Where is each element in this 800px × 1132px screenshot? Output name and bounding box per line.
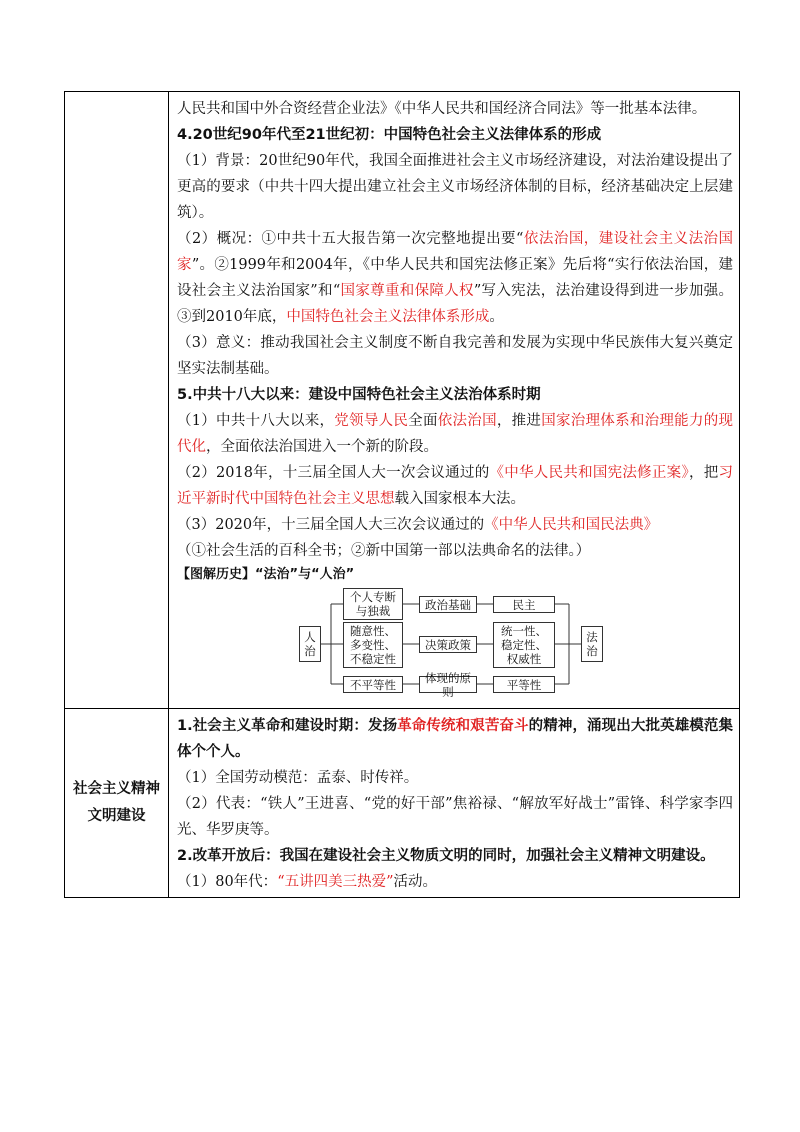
paragraph: （①社会生活的百科全书；②新中国第一部以法典命名的法律。） <box>177 543 591 559</box>
highlight: 革命传统和艰苦奋斗 <box>397 718 529 734</box>
highlight: 中国特色社会主义法律体系形成 <box>286 309 490 325</box>
section-heading: 2.改革开放后：我国在建设社会主义物质文明的同时，加强社会主义精神文明建设。 <box>177 848 715 864</box>
diagram-node: 不平等性 <box>343 676 403 693</box>
paragraph: （2）2018年，十三届全国人大一次会议通过的《中华人民共和国宪法修正案》，把习近平新时代中国特色社会主义思想载入国家根本大法。 <box>177 465 734 507</box>
highlight: 国家治理体系和治理能力的现代化 <box>177 413 734 455</box>
page <box>64 91 740 898</box>
section-heading: 5.中共十八大以来：建设中国特色社会主义法治体系时期 <box>177 387 541 403</box>
highlight: 国家尊重和保障人权 <box>340 283 474 299</box>
row-content <box>169 92 740 709</box>
row-label-text: 社会主义精神文明建设 <box>73 781 160 824</box>
section-heading: 4.20世纪90年代至21世纪初：中国特色社会主义法律体系的形成 <box>177 127 602 143</box>
paragraph: （1）中共十八大以来，党领导人民全面依法治国，推进国家治理体系和治理能力的现代化，全面依法治国进入一个新的阶段。 <box>177 413 734 455</box>
highlight: 《中华人民共和国民法典》 <box>484 517 659 533</box>
content-table <box>64 91 740 898</box>
paragraph: （1）背景：20世纪90年代，我国全面推进社会主义市场经济建设，对法治建设提出了更高的要求（中共十四大提出建立社会主义市场经济体制的目标，经济基础决定上层建筑）。 <box>177 153 733 221</box>
row-content <box>169 709 740 898</box>
diagram-node: 民主 <box>493 596 555 613</box>
highlight: 习近平新时代中国特色社会主义思想 <box>177 465 734 507</box>
highlight: 依法治国，建设社会主义法治国家 <box>177 231 734 273</box>
diagram-title: 【图解历史】“法治”与“人治” <box>177 567 355 582</box>
diagram-node: 决策政策 <box>419 636 477 653</box>
table-row <box>65 709 740 898</box>
diagram-node: 平等性 <box>493 676 555 693</box>
diagram-node: 政治基础 <box>419 596 477 613</box>
highlight: 依法治国 <box>437 413 497 429</box>
highlight: “五讲四美三热爱” <box>277 874 394 890</box>
highlight: 党领导人民 <box>334 413 409 429</box>
paragraph: （1）全国劳动模范：孟泰、时传祥。 <box>177 770 419 786</box>
row-label-empty <box>65 92 169 709</box>
table-row <box>65 92 740 709</box>
paragraph: （2）概况：①中共十五大报告第一次完整地提出要“依法治国，建设社会主义法治国家”。②1999年和2004年，《中华人民共和国宪法修正案》先后将“实行依法治国，建设社会主义法治国家”和“国家尊重和保障人权”写入宪法，法治建设得到进一步加强。③到2010年底，中国特色社会主义法律体系形成。 <box>177 231 734 325</box>
paragraph: （2）代表：“铁人”王进喜、“党的好干部”焦裕禄、“解放军好战士”雷锋、科学家李四光、华罗庚等。 <box>177 796 733 838</box>
rule-of-law-box: 法 治 <box>581 626 603 662</box>
paragraph: （3）意义：推动我国社会主义制度不断自我完善和发展为实现中华民族伟大复兴奠定坚实法制基础。 <box>177 335 733 377</box>
text-line: 人民共和国中外合资经营企业法》《中华人民共和国经济合同法》等一批基本法律。 <box>177 101 707 117</box>
diagram-node: 体现的原则 <box>419 676 477 693</box>
diagram-node: 随意性、 多变性、 不稳定性 <box>343 622 403 668</box>
row-label <box>65 709 169 898</box>
diagram-node: 统一性、 稳定性、 权威性 <box>493 622 555 668</box>
paragraph: （3）2020年，十三届全国人大三次会议通过的《中华人民共和国民法典》 <box>177 517 659 533</box>
section-heading: 1.社会主义革命和建设时期：发扬革命传统和艰苦奋斗的精神，涌现出大批英雄模范集体个个人。 <box>177 718 734 760</box>
comparison-diagram <box>299 588 619 700</box>
diagram-node: 个人专断 与独裁 <box>343 588 403 620</box>
rule-of-man-box: 人 治 <box>299 626 321 662</box>
paragraph: （1）80年代：“五讲四美三热爱”活动。 <box>177 874 438 890</box>
highlight: 《中华人民共和国宪法修正案》 <box>489 465 689 481</box>
